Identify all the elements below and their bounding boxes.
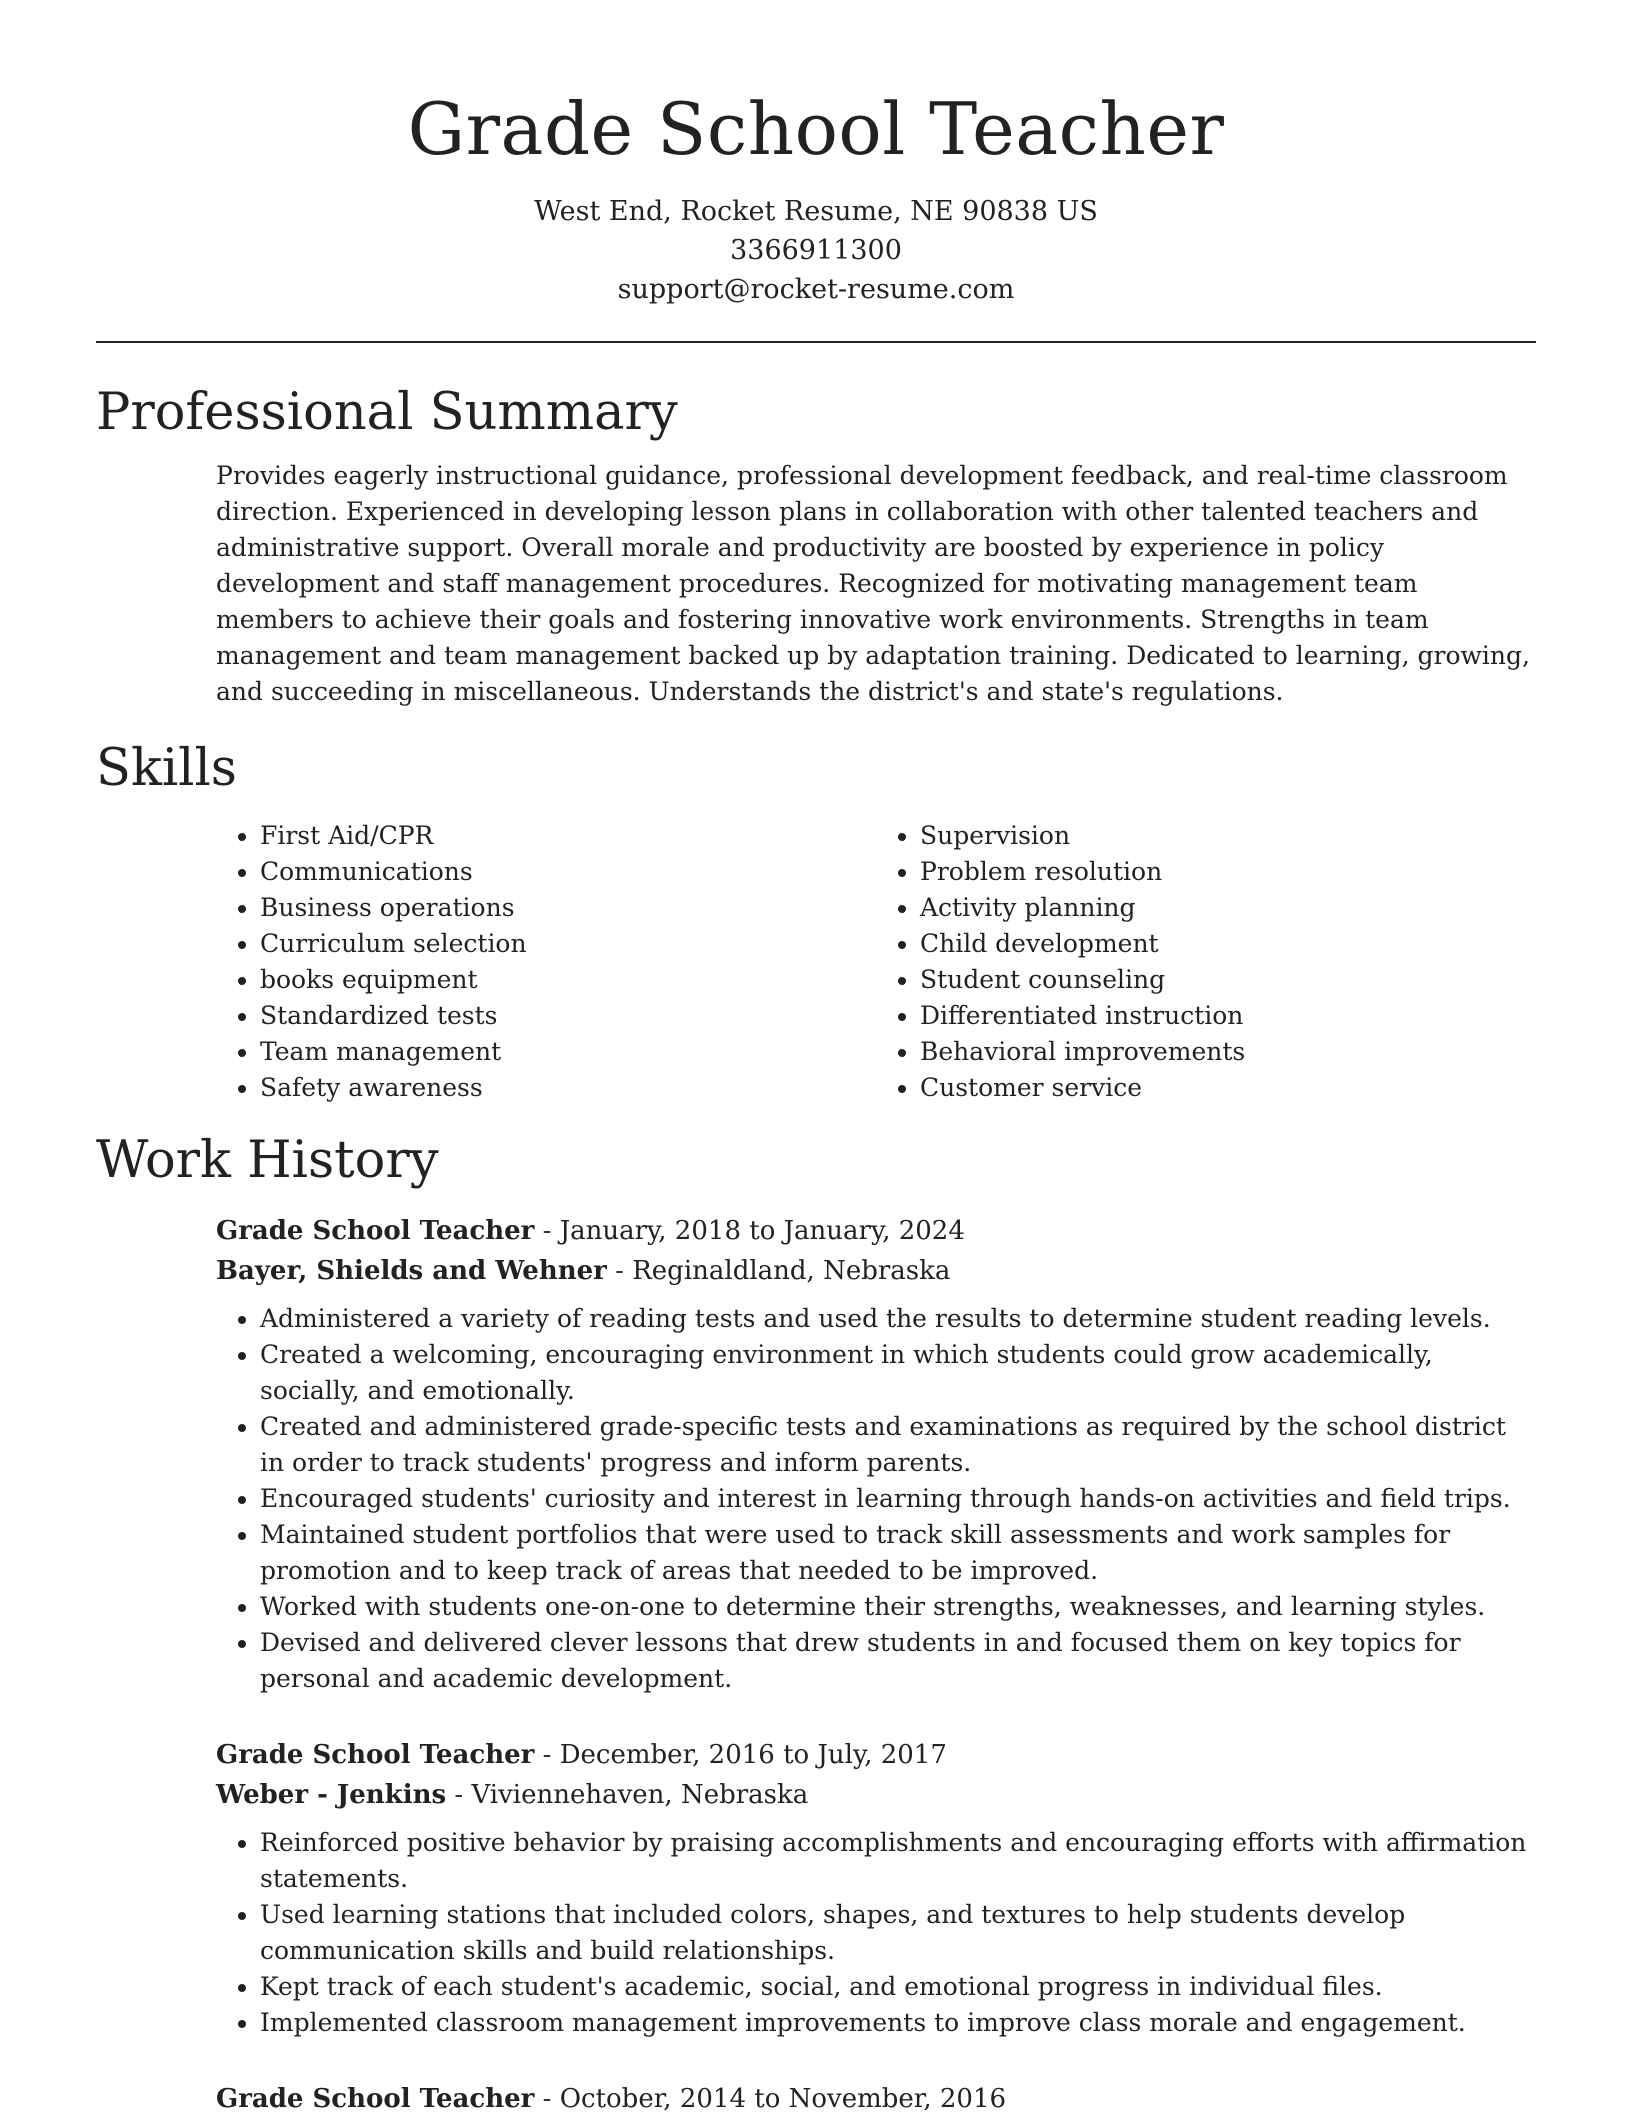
skill-item: • Communications (260, 854, 876, 890)
job-bullet: • Encouraged students' curiosity and interest in learning through hands-on activities and field trips. (260, 1481, 1536, 1517)
job-dates: December, 2016 to July, 2017 (559, 1740, 947, 1770)
job-bullet: • Maintained student portfolios that were used to track skill assessments and work samples for promotion and to keep track of areas that needed to be improved. (260, 1517, 1536, 1589)
job-entry (216, 1735, 1536, 2041)
skill-item: • Student counseling (920, 962, 1536, 998)
job-bullet: • Administered a variety of reading tests and used the results to determine student reading levels. (260, 1301, 1536, 1337)
skill-item: • Problem resolution (920, 854, 1536, 890)
candidate-name: Grade School Teacher (407, 87, 1225, 171)
job-dates: October, 2014 to November, 2016 (559, 2084, 1007, 2114)
summary-heading: Professional Summary (96, 383, 678, 442)
job-location: Viviennehaven, Nebraska (471, 1780, 809, 1810)
skills-section (216, 818, 1536, 1106)
skill-item: • Supervision (920, 818, 1536, 854)
skills-list-right (876, 818, 1536, 1106)
skill-item: • Child development (920, 926, 1536, 962)
job-title: Grade School Teacher (216, 2084, 535, 2114)
job-title-line (216, 2079, 1536, 2119)
skill-item: • First Aid/CPR (260, 818, 876, 854)
header-divider (96, 341, 1536, 343)
resume-header (0, 0, 1632, 309)
job-bullets (216, 1825, 1536, 2041)
email: support@rocket-resume.com (617, 274, 1015, 305)
job-title-line (216, 1211, 1536, 1251)
job-title-line (216, 1735, 1536, 1775)
contact-info (0, 192, 1632, 309)
skills-heading: Skills (96, 739, 237, 798)
skill-item: • Team management (260, 1034, 876, 1070)
job-bullet: • Created and administered grade-specific tests and examinations as required by the school district in order to track students' progress and inform parents. (260, 1409, 1536, 1481)
skill-item: • Activity planning (920, 890, 1536, 926)
skill-item: • books equipment (260, 962, 876, 998)
job-bullet: • Implemented classroom management improvements to improve class morale and engagement. (260, 2005, 1536, 2041)
summary-text: Provides eagerly instructional guidance, professional development feedback, and real-time classroom direction. Experienced in developing lesson plans in collaboration with other talented teachers and administrative support. Overall morale and productivity are boosted by experience in policy development and staff management procedures. Recognized for motivating management team members to achieve their goals and fostering innovative work environments. Strengths in team management and team management backed up by adaptation training. Dedicated to learning, growing, and succeeding in miscellaneous. Understands the district's and state's regulations. (216, 461, 1530, 706)
separator: - (542, 1216, 560, 1246)
job-company-line (216, 1775, 1536, 1815)
job-bullet: • Reinforced positive behavior by praising accomplishments and encouraging efforts with affirmation statements. (260, 1825, 1536, 1897)
skill-item: • Differentiated instruction (920, 998, 1536, 1034)
separator: - (454, 1780, 472, 1810)
skills-list-left (216, 818, 876, 1106)
job-company: Weber - Jenkins (216, 1780, 447, 1810)
job-title: Grade School Teacher (216, 1740, 535, 1770)
separator: - (542, 1740, 560, 1770)
work-history-heading: Work History (96, 1131, 439, 1190)
job-company: Bayer, Shields and Wehner (216, 1256, 607, 1286)
separator: - (542, 2084, 560, 2114)
skill-item: • Curriculum selection (260, 926, 876, 962)
phone: 3366911300 (730, 235, 902, 266)
skill-item: • Customer service (920, 1070, 1536, 1106)
skill-item: • Behavioral improvements (920, 1034, 1536, 1070)
job-location: Reginaldland, Nebraska (632, 1256, 951, 1286)
skill-item: • Business operations (260, 890, 876, 926)
skill-item: • Standardized tests (260, 998, 876, 1034)
summary-section (216, 458, 1536, 710)
job-company-line (216, 1251, 1536, 1291)
job-dates: January, 2018 to January, 2024 (559, 1216, 965, 1246)
job-bullet: • Devised and delivered clever lessons that drew students in and focused them on key topics for personal and academic development. (260, 1625, 1536, 1697)
job-title: Grade School Teacher (216, 1216, 535, 1246)
job-bullets (216, 1301, 1536, 1697)
separator: - (615, 1256, 633, 1286)
job-bullet: • Used learning stations that included colors, shapes, and textures to help students develop communication skills and build relationships. (260, 1897, 1536, 1969)
job-entry (216, 2079, 1536, 2119)
job-entry (216, 1211, 1536, 1697)
skill-item: • Safety awareness (260, 1070, 876, 1106)
address: West End, Rocket Resume, NE 90838 US (534, 196, 1098, 227)
job-bullet: • Worked with students one-on-one to determine their strengths, weaknesses, and learning styles. (260, 1589, 1536, 1625)
job-bullet: • Kept track of each student's academic, social, and emotional progress in individual files. (260, 1969, 1536, 2005)
job-bullet: • Created a welcoming, encouraging environment in which students could grow academically, socially, and emotionally. (260, 1337, 1536, 1409)
